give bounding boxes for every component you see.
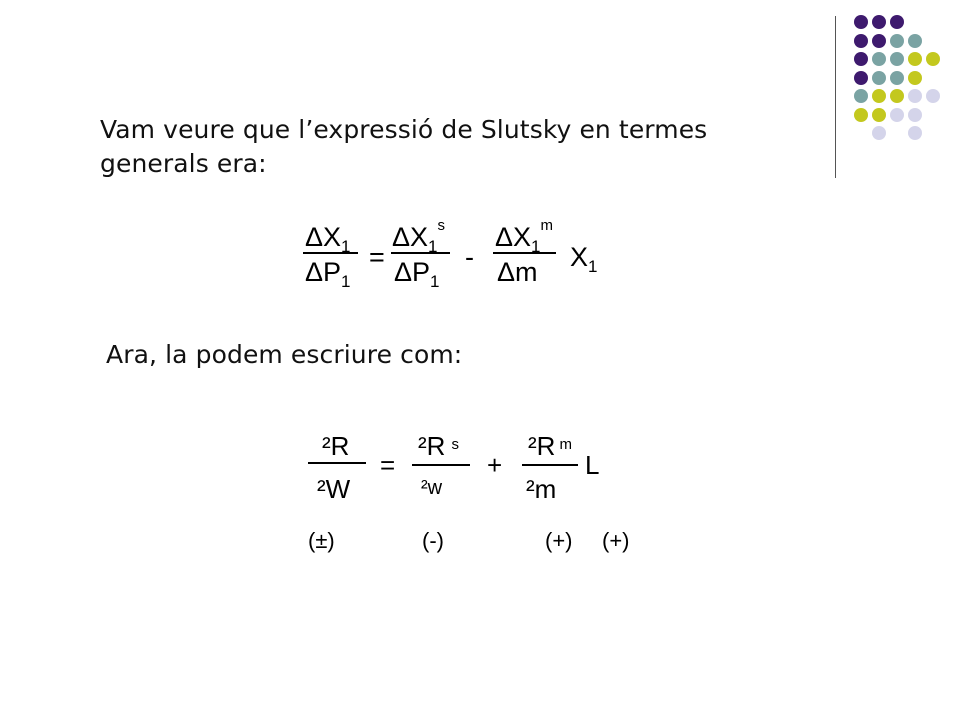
formula2-lhs-numerator: ²R xyxy=(322,431,350,461)
formula1-term1-denominator: $\Delta P_1$ xyxy=(394,257,440,291)
formula1-lhs-numerator: $\Delta X_1$ xyxy=(305,222,351,256)
formula2-sign-term1: (-) xyxy=(422,528,444,553)
formula2-multiplier: L xyxy=(585,450,600,480)
formula1-lhs-denominator: $\Delta P_1$ xyxy=(305,257,351,291)
formula2-sign-multiplier: (+) xyxy=(602,528,630,553)
formula2-term2-denominator: ²m xyxy=(526,474,557,504)
formula2-lhs-denominator: ²W xyxy=(317,474,351,504)
formula2-equals: = xyxy=(380,450,396,480)
formula1-minus: - xyxy=(465,242,474,272)
formula2-term2-numerator: ²R $^m$ xyxy=(528,431,572,461)
formula2-term1-denominator: ²w xyxy=(421,477,443,499)
formula1-term1-numerator: $\Delta X_1^s$ xyxy=(392,217,446,256)
formula2-plus: + xyxy=(487,450,503,480)
formula2-sign-lhs: (±) xyxy=(308,528,335,553)
formula1-multiplier: $X_1$ xyxy=(570,242,598,276)
formula2-sign-term2: (+) xyxy=(545,528,573,553)
intro2-text: Ara, la podem escriure com: xyxy=(106,340,463,369)
formula2-term1-numerator: ²R $^s$ xyxy=(418,431,459,461)
intro-text: Vam veure que l’expressió de Slutsky en termes generals era: xyxy=(100,115,708,178)
formula1-term2-numerator: $\Delta X_1^m$ xyxy=(495,217,554,256)
formula1-term2-denominator: Δm xyxy=(497,257,538,287)
formula1-equals: = xyxy=(369,242,385,272)
